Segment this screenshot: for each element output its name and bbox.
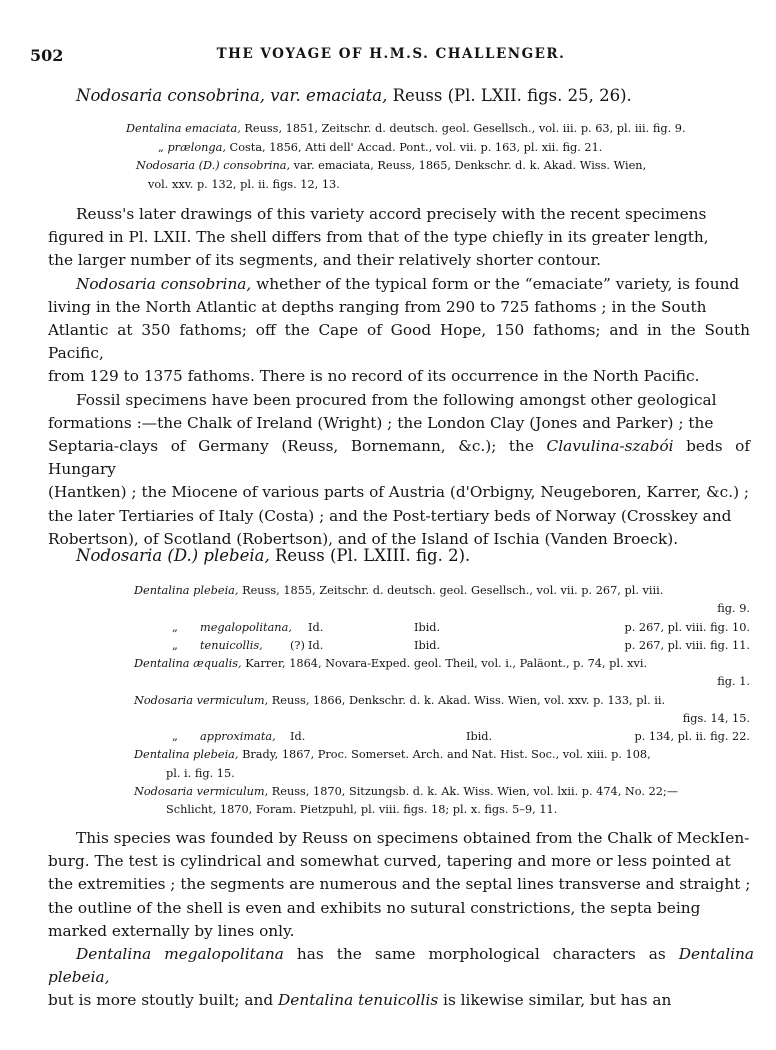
synonym-line-cont: pl. i. fig. 15. [166,767,235,780]
synonym-line: Dentalina emaciata, Reuss, 1851, Zeitschr. d. deutsch. geol. Gesellsch., vol. iii. p. 63, pl. iii. fig. 9. [126,122,686,135]
section1-body [48,203,750,551]
paragraph: This species was founded by Reuss on specimens obtained from the Chalk of MeckIen- burg. The test is cylindrical and somewhat curved, tapering and more or less pointed at the extremities ; the segments are numerous and the septal lines transverse and straight ; the outline of the shell is even and exhibits no sutural constrictions, the septa being marked externally by lines only. [48,829,751,940]
running-title: THE VOYAGE OF H.M.S. CHALLENGER. [216,46,566,62]
section-title-plebeia [76,546,470,565]
page-number: 502 [30,46,64,65]
species-name: Nodosaria (D.) plebeia, [76,546,270,565]
synonym-line: Dentalina plebeia, Reuss, 1855, Zeitschr. d. deutsch. geol. Gesellsch., vol. vii. p. 267, pl. viii. [134,584,664,597]
species-name: Nodosaria consobrina, var. emaciata, [76,86,388,105]
section2-body [48,827,754,1013]
synonym-line: „ prælonga, Costa, 1856, Atti dell' Accad. Pont., vol. vii. p. 163, pl. xii. fig. 21. [158,141,603,154]
page-header [30,46,752,66]
synonym-line: Dentalina æqualis, Karrer, 1864, Novara-Exped. geol. Theil, vol. i., Paläont., p. 74, pl. xvi. [134,657,648,670]
title-reference: Reuss (Pl. LXIII. fig. 2). [269,546,471,565]
paragraph: Fossil specimens have been procured from the following amongst other geological formations :—the Chalk of Ireland (Wright) ; the London Clay (Jones and Parker) ; the Septaria-clays of Germany (Reuss, Bornemann, &c.); the Clavulina-szabói beds of Hungary (Hantken) ; the Miocene of various parts of Austria (d'Orbigny, Neugeboren, Karrer, &c.) ; the later Tertiaries of Italy (Costa) ; and the Post-tertiary beds of Norway (Crosskey and Robertson), of Scotland (Robertson), and of the Island of Ischia (Vanden Broeck). [48,390,750,548]
section-title-consobrina-emaciata [76,86,632,105]
paragraph: Reuss's later drawings of this variety accord precisely with the recent specimens figured in Pl. LXII. The shell differs from that of the type chiefly in its greater length, the larger number of its segments, and their relatively shorter contour. [48,205,709,270]
synonym-line-cont: Schlicht, 1870, Foram. Pietzpuhl, pl. viii. figs. 18; pl. x. figs. 5–9, 11. [166,803,558,816]
title-reference: Reuss (Pl. LXII. figs. 25, 26). [387,86,632,105]
synonym-line: Nodosaria vermiculum, Reuss, 1866, Denkschr. d. k. Akad. Wiss. Wien, vol. xxv. p. 133, pl. ii. [134,694,666,707]
synonym-line: Dentalina plebeia, Brady, 1867, Proc. Somerset. Arch. and Nat. Hist. Soc., vol. xiii. p. 108, [134,748,651,761]
synonym-line: Nodosaria (D.) consobrina, var. emaciata, Reuss, 1865, Denkschr. d. k. Akad. Wiss. Wien, [136,159,647,172]
synonym-line-end: figs. 14, 15. [682,712,750,725]
paragraph: Nodosaria consobrina, whether of the typical form or the “emaciate” variety, is found living in the North Atlantic at depths ranging from 290 to 725 fathoms ; in the South Atlantic at 350 fathoms; off the Cape of Good Hope, 150 fathoms; and in the South Pacific, from 129 to 1375 fathoms. There is no record of its occurrence in the North Pacific. [48,274,750,386]
synonym-line: Nodosaria vermiculum, Reuss, 1870, Sitzungsb. d. k. Ak. Wiss. Wien, vol. lxii. p. 474, No. 22;— [134,785,679,798]
synonym-line-end: fig. 1. [717,675,750,688]
synonym-line-end: fig. 9. [717,602,750,615]
paragraph: Dentalina megalopolitana has the same morphological characters as Dentalina plebeia, but is more stoutly built; and Dentalina tenuicollis is likewise similar, but has an [48,945,754,1010]
synonym-line: vol. xxv. p. 132, pl. ii. figs. 12, 13. [148,178,340,191]
page: 502 THE VOYAGE OF H.M.S. CHALLENGER. Nodosaria consobrina, var. emaciata, Reuss (Pl. LXII. figs. 25, 26). Dentalina emaciata, Reuss, 1851, Zeitschr. d. deutsch. geol. Gesellsch., vol. iii. p. 63, pl. iii. fig. 9. „ prælonga, Costa, 1856, Atti dell' Accad. Pont., vol. vii. p. 163, pl. xii. fig. 21. Nodosaria (D.) consobrina, var. emaciata, Reuss, 1865, Denkschr. d. k. Akad. Wiss. Wien, vol. xxv. p. 132, pl. ii. figs. 12, 13. Reuss's later drawings of this variety accord precisely with the recent specimens figured in Pl. LXII. The shell differs from that of the type chiefly in its greater length, the larger number of its segments, and their relatively shorter contour. Nodosaria consobrina, whether of the typical form or the “emaciate” variety, is found living in the North Atlantic at depths ranging from 290 to 725 fathoms ; in the South Atlantic at 350 fathoms; off the Cape of Good Hope, 150 fathoms; and in the South Pacific, from 129 to 1375 fathoms. There is no record of its occurrence in the North Pacific. Fossil specimens have been procured from the following amongst other geological formations :—the Chalk of Ireland (Wright) ; the London Clay (Jones and Parker) ; the Septaria-clays of Germany (Reuss, Bornemann, &c.); the Clavulina-szabói beds of Hungary (Hantken) ; the Miocene of various parts of Austria (d'Orbigny, Neugeboren, Karrer, &c.) ; the later Tertiaries of Italy (Costa) ; and the Post-tertiary beds of Norway (Crosskey and Robertson), of Scotland (Robertson), and of the Island of Ischia (Vanden Broeck). Nodosaria (D.) plebeia, Reuss (Pl. LXIII. fig. 2). Dentalina plebeia, Reuss, 1855, Zeitschr. d. deutsch. geol. Gesellsch., vol. vii. p. 267, pl. viii. fig. 9. „ megalopolitana, Id. Ibid. p. 267, pl. viii. fig. 10. „ tenuicollis, (?) Id. Ibid. p. 267, pl. viii. fig. 11. Dentalina æqualis, Karrer, 1864, Novara-Exped. geol. Theil, vol. i., Paläont., p. 74, pl. xvi. fig. 1. Nodosaria vermiculum, Reuss, 1866, Denkschr. d. k. Akad. Wiss. Wien, vol. xxv. p. 133, pl. ii. figs. 14, 15. „ approximata, Id. Ibid. p. 134, pl. ii. fig. 22. Dentalina plebeia, Brady, 1867, Proc. Somerset. Arch. and Nat. Hist. Soc., vol. xiii. p. 108, pl. i. fig. 15. Nodosaria vermiculum, Reuss, 1870, Sitzungsb. d. k. Ak. Wiss. Wien, vol. lxii. p. 474, No. 22;— Schlicht, 1870, Foram. Pietzpuhl, pl. viii. figs. 18; pl. x. figs. 5–9, 11. This species was founded by Reuss on specimens obtained from the Chalk of MeckIen- burg. The test is cylindrical and somewhat curved, tapering and more or less pointed at the extremities ; the segments are numerous and the septal lines transverse and straight ; the outline of the shell is even and exhibits no sutural constrictions, the septa being marked externally by lines only. Dentalina megalopolitana has the same morphological characters as Dentalina plebeia, but is more stoutly built; and Dentalina tenuicollis is likewise similar, but has an [0,0,776,1050]
